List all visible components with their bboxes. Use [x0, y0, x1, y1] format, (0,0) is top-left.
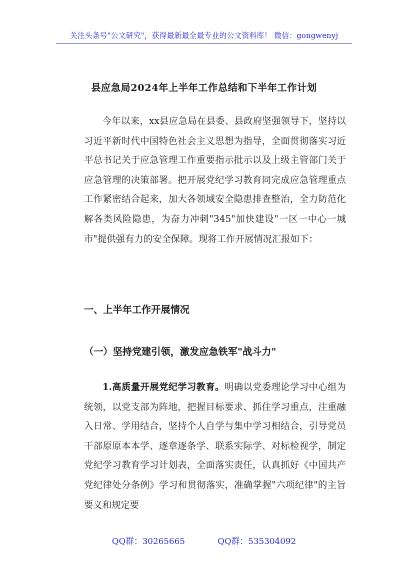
- header-divider: [56, 43, 352, 44]
- item-lead: 1.高质量开展党纪学习教育。: [102, 382, 225, 393]
- footer-qq-group-2: QQ群：535304092: [217, 536, 297, 546]
- document-title: 县应急局2024年上半年工作总结和下半年工作计划: [91, 83, 317, 94]
- footer-qq-group-1: QQ群：30265665: [111, 536, 185, 546]
- header-notice: 关注头条号"公文研究"，获得最新最全最专业的公文资料库！ 微信：gongwenyj: [69, 31, 339, 40]
- item-text: 明确以党委理论学习中心组为统领，以党支部为阵地，把握目标要求、抓住学习重点，注重融入日常、学用结合，坚持个人自学与集中学习相结合，引导党员干部原原本本学、逐章逐条学、联系实际学、对标检视学，制定党纪学习教育学习计划表，全面落实责任，认真抓好《中国共产党纪律处分条例》学习和贯彻落实，准确掌握"六项纪律"的主旨要义和规定要: [84, 382, 346, 511]
- footer-contacts: [0, 535, 408, 547]
- item-paragraph: [84, 378, 346, 515]
- subsection-heading: （一）坚持党建引领，激发应急铁军"战斗力": [84, 347, 277, 358]
- section-heading: 一、上半年工作开展情况: [84, 305, 190, 316]
- intro-paragraph: 今年以来，xx县应急局在县委、县政府坚强领导下，坚持以习近平新时代中国特色社会主义思想为指导，全面贯彻落实习近平总书记关于应急管理工作重要指示批示以及上级主管部门关于应急管理的决策部署。把开展党纪学习教育同完成应急管理重点工作紧密结合起来，加大各领域安全隐患排查整治，全力防范化解各类风险隐患，为奋力冲刺"345"加快建设"一区一中心一城市"提供强有力的安全保障。现将工作开展情况汇报如下：: [84, 116, 346, 245]
